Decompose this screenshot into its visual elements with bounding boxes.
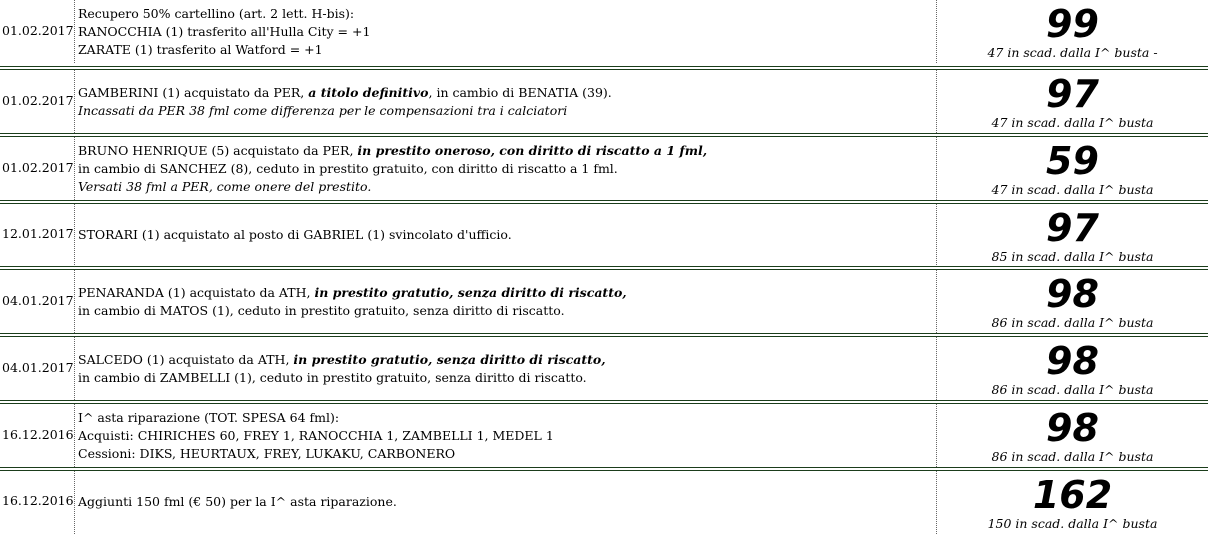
description-text: Acquisti: CHIRICHES 60, FREY 1, RANOCCHIA 1, ZAMBELLI 1, MEDEL 1	[78, 428, 554, 443]
ledger-row	[0, 204, 1208, 267]
description-text: in cambio di ZAMBELLI (1), ceduto in prestito gratuito, senza diritto di riscatto.	[78, 370, 587, 385]
description-line	[78, 142, 928, 160]
description-line	[78, 5, 928, 23]
description-text: a titolo definitivo	[308, 85, 429, 100]
description-text: in prestito gratutio, senza diritto di riscatto,	[314, 285, 627, 300]
column-divider	[936, 70, 937, 133]
ledger-row	[0, 70, 1208, 133]
player-name: SALCEDO	[78, 352, 143, 367]
description-text: in prestito gratutio, senza diritto di riscatto,	[293, 352, 606, 367]
row-description	[78, 142, 928, 196]
credit-total: 98	[1046, 406, 1099, 450]
expiry-note: 47 in scad. dalla I^ busta	[991, 115, 1154, 130]
description-line	[78, 409, 928, 427]
description-line	[78, 302, 928, 320]
description-line	[78, 284, 928, 302]
credit-total: 162	[1032, 473, 1113, 517]
description-line	[78, 369, 928, 387]
credit-total: 98	[1046, 272, 1099, 316]
column-divider	[74, 337, 75, 400]
player-name: PENARANDA	[78, 285, 164, 300]
row-description	[78, 5, 928, 59]
description-text: (1) acquistato da ATH,	[163, 285, 315, 300]
expiry-note: 86 in scad. dalla I^ busta	[991, 315, 1154, 330]
column-divider	[74, 404, 75, 467]
credit-total: 97	[1046, 72, 1099, 116]
description-line	[78, 41, 928, 59]
ledger-row	[0, 404, 1208, 467]
column-divider	[74, 270, 75, 333]
expiry-note: 47 in scad. dalla I^ busta -	[987, 45, 1158, 60]
row-date: 04.01.2017	[2, 360, 74, 375]
column-divider	[936, 471, 937, 534]
description-text: Aggiunti 150 fml (€ 50) per la I^ asta riparazione.	[78, 494, 397, 509]
expiry-note: 85 in scad. dalla I^ busta	[991, 249, 1154, 264]
row-description	[78, 226, 928, 244]
description-text: in cambio di SANCHEZ (8), ceduto in prestito gratuito, con diritto di riscatto a 1 fml.	[78, 161, 618, 176]
expiry-note: 150 in scad. dalla I^ busta	[987, 516, 1158, 531]
expiry-note: 86 in scad. dalla I^ busta	[991, 382, 1154, 397]
row-description	[78, 493, 928, 511]
description-line	[78, 226, 928, 244]
description-line	[78, 351, 928, 369]
description-text: Cessioni: DIKS, HEURTAUX, FREY, LUKAKU, CARBONERO	[78, 446, 456, 461]
expiry-note: 86 in scad. dalla I^ busta	[991, 449, 1154, 464]
column-divider	[74, 70, 75, 133]
description-text: Recupero 50% cartellino (art. 2 lett. H-bis):	[78, 6, 355, 21]
row-description	[78, 351, 928, 387]
description-line	[78, 102, 928, 120]
expiry-note: 47 in scad. dalla I^ busta	[991, 182, 1154, 197]
credit-total: 99	[1046, 2, 1099, 46]
description-text: I^ asta riparazione (TOT. SPESA 64 fml):	[78, 410, 340, 425]
description-text: , in cambio di BENATIA (39).	[428, 85, 612, 100]
description-line	[78, 23, 928, 41]
column-divider	[74, 0, 75, 63]
description-text: Incassati da PER 38 fml come differenza per le compensazioni tra i calciatori	[78, 103, 568, 118]
column-divider	[936, 270, 937, 333]
credit-total: 97	[1046, 206, 1099, 250]
column-divider	[936, 0, 937, 63]
description-text: (5) acquistato da PER,	[207, 143, 358, 158]
player-name: BRUNO HENRIQUE	[78, 143, 208, 158]
description-text: ZARATE (1) trasferito al Watford = +1	[78, 42, 323, 57]
column-divider	[936, 204, 937, 267]
description-line	[78, 160, 928, 178]
description-line	[78, 445, 928, 463]
description-text: (1) acquistato da PER,	[158, 85, 309, 100]
description-line	[78, 178, 928, 196]
row-description	[78, 284, 928, 320]
column-divider	[936, 137, 937, 200]
row-date: 16.12.2016	[2, 493, 74, 508]
credit-total: 98	[1046, 339, 1099, 383]
column-divider	[74, 471, 75, 534]
row-date: 01.02.2017	[2, 160, 74, 175]
description-text: (1) acquistato da ATH,	[142, 352, 294, 367]
player-name: STORARI	[78, 227, 138, 242]
description-text: Versati 38 fml a PER, come onere del prestito.	[78, 179, 372, 194]
column-divider	[74, 204, 75, 267]
ledger-row	[0, 471, 1208, 534]
description-line	[78, 427, 928, 445]
ledger-row	[0, 137, 1208, 200]
ledger-row	[0, 337, 1208, 400]
row-description	[78, 409, 928, 463]
row-description	[78, 84, 928, 120]
description-text: (1) acquistato al posto di GABRIEL (1) svincolato d'ufficio.	[137, 227, 512, 242]
column-divider	[936, 337, 937, 400]
description-text: in cambio di MATOS (1), ceduto in prestito gratuito, senza diritto di riscatto.	[78, 303, 565, 318]
row-date: 12.01.2017	[2, 226, 74, 241]
row-date: 01.02.2017	[2, 93, 74, 108]
player-name: GAMBERINI	[78, 85, 159, 100]
ledger-row	[0, 0, 1208, 63]
row-date: 01.02.2017	[2, 23, 74, 38]
description-line	[78, 493, 928, 511]
column-divider	[936, 404, 937, 467]
credit-total: 59	[1046, 139, 1099, 183]
row-date: 16.12.2016	[2, 427, 74, 442]
ledger-row	[0, 270, 1208, 333]
description-text: RANOCCHIA (1) trasferito all'Hulla City = +1	[78, 24, 371, 39]
description-text: in prestito oneroso, con diritto di riscatto a 1 fml,	[357, 143, 708, 158]
column-divider	[74, 137, 75, 200]
row-date: 04.01.2017	[2, 293, 74, 308]
description-line	[78, 84, 928, 102]
